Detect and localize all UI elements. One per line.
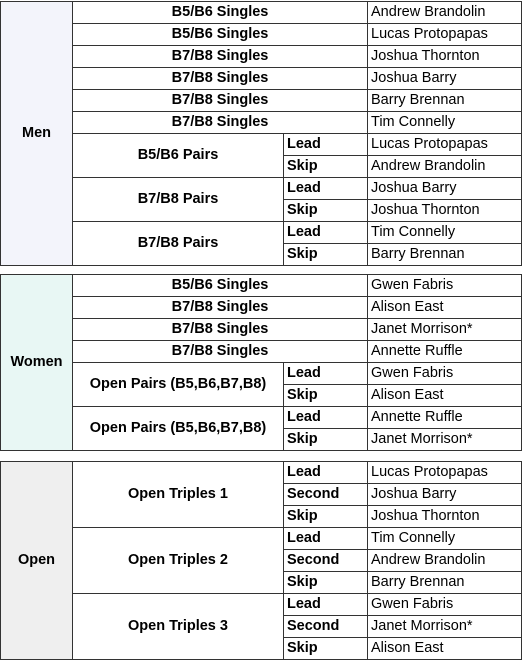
- player-name: Lucas Protopapas: [368, 24, 522, 46]
- position-cell: Lead: [284, 134, 368, 156]
- event-cell: Open Triples 2: [73, 528, 284, 594]
- player-name: Barry Brennan: [368, 572, 522, 594]
- table-row: [1, 112, 522, 134]
- event-cell: B7/B8 Singles: [73, 341, 368, 363]
- event-cell: B7/B8 Singles: [73, 90, 368, 112]
- player-name: Joshua Barry: [368, 484, 522, 506]
- player-name: Andrew Brandolin: [368, 550, 522, 572]
- position-cell: Skip: [284, 572, 368, 594]
- table-row: [1, 407, 522, 429]
- table-row: [1, 68, 522, 90]
- player-name: Alison East: [368, 297, 522, 319]
- event-cell: B7/B8 Pairs: [73, 178, 284, 222]
- position-cell: Second: [284, 616, 368, 638]
- player-name: Lucas Protopapas: [368, 134, 522, 156]
- position-cell: Lead: [284, 528, 368, 550]
- player-name: Gwen Fabris: [368, 275, 522, 297]
- player-name: Tim Connelly: [368, 112, 522, 134]
- event-cell: B5/B6 Singles: [73, 275, 368, 297]
- event-cell: B5/B6 Singles: [73, 24, 368, 46]
- position-cell: Skip: [284, 506, 368, 528]
- player-name: Barry Brennan: [368, 244, 522, 266]
- event-cell: B7/B8 Singles: [73, 319, 368, 341]
- table-row: [1, 24, 522, 46]
- table-row: [1, 528, 522, 550]
- event-cell: B7/B8 Singles: [73, 68, 368, 90]
- player-name: Joshua Thornton: [368, 506, 522, 528]
- table-row: [1, 319, 522, 341]
- player-name: Barry Brennan: [368, 90, 522, 112]
- player-name: Andrew Brandolin: [368, 2, 522, 24]
- table-row: [1, 363, 522, 385]
- group-label-women: Women: [1, 275, 73, 451]
- player-name: Tim Connelly: [368, 222, 522, 244]
- position-cell: Second: [284, 484, 368, 506]
- position-cell: Lead: [284, 594, 368, 616]
- player-name: Janet Morrison*: [368, 616, 522, 638]
- position-cell: Skip: [284, 385, 368, 407]
- position-cell: Lead: [284, 407, 368, 429]
- position-cell: Skip: [284, 638, 368, 660]
- player-name: Joshua Thornton: [368, 46, 522, 68]
- player-name: Annette Ruffle: [368, 341, 522, 363]
- player-name: Janet Morrison*: [368, 319, 522, 341]
- player-name: Joshua Barry: [368, 68, 522, 90]
- table-row: [1, 222, 522, 244]
- open-table: [0, 461, 522, 660]
- event-cell: B5/B6 Pairs: [73, 134, 284, 178]
- event-cell: Open Pairs (B5,B6,B7,B8): [73, 407, 284, 451]
- player-name: Janet Morrison*: [368, 429, 522, 451]
- event-cell: Open Triples 1: [73, 462, 284, 528]
- group-label-open: Open: [1, 462, 73, 660]
- player-name: Gwen Fabris: [368, 363, 522, 385]
- position-cell: Second: [284, 550, 368, 572]
- event-cell: Open Triples 3: [73, 594, 284, 660]
- table-row: [1, 462, 522, 484]
- position-cell: Lead: [284, 462, 368, 484]
- table-row: [1, 275, 522, 297]
- event-cell: B5/B6 Singles: [73, 2, 368, 24]
- player-name: Gwen Fabris: [368, 594, 522, 616]
- event-cell: B7/B8 Singles: [73, 46, 368, 68]
- player-name: Annette Ruffle: [368, 407, 522, 429]
- player-name: Lucas Protopapas: [368, 462, 522, 484]
- table-row: [1, 297, 522, 319]
- table-row: [1, 178, 522, 200]
- player-name: Alison East: [368, 638, 522, 660]
- position-cell: Skip: [284, 156, 368, 178]
- player-name: Tim Connelly: [368, 528, 522, 550]
- group-label-men: Men: [1, 2, 73, 266]
- table-row: [1, 341, 522, 363]
- table-row: [1, 2, 522, 24]
- player-name: Joshua Barry: [368, 178, 522, 200]
- position-cell: Skip: [284, 200, 368, 222]
- event-cell: Open Pairs (B5,B6,B7,B8): [73, 363, 284, 407]
- men-table: [0, 1, 522, 266]
- women-table: [0, 274, 522, 451]
- player-name: Joshua Thornton: [368, 200, 522, 222]
- table-row: [1, 594, 522, 616]
- event-cell: B7/B8 Pairs: [73, 222, 284, 266]
- position-cell: Lead: [284, 363, 368, 385]
- event-cell: B7/B8 Singles: [73, 112, 368, 134]
- position-cell: Lead: [284, 178, 368, 200]
- table-row: [1, 90, 522, 112]
- position-cell: Skip: [284, 429, 368, 451]
- position-cell: Skip: [284, 244, 368, 266]
- player-name: Alison East: [368, 385, 522, 407]
- event-cell: B7/B8 Singles: [73, 297, 368, 319]
- table-row: [1, 46, 522, 68]
- position-cell: Lead: [284, 222, 368, 244]
- table-row: [1, 134, 522, 156]
- player-name: Andrew Brandolin: [368, 156, 522, 178]
